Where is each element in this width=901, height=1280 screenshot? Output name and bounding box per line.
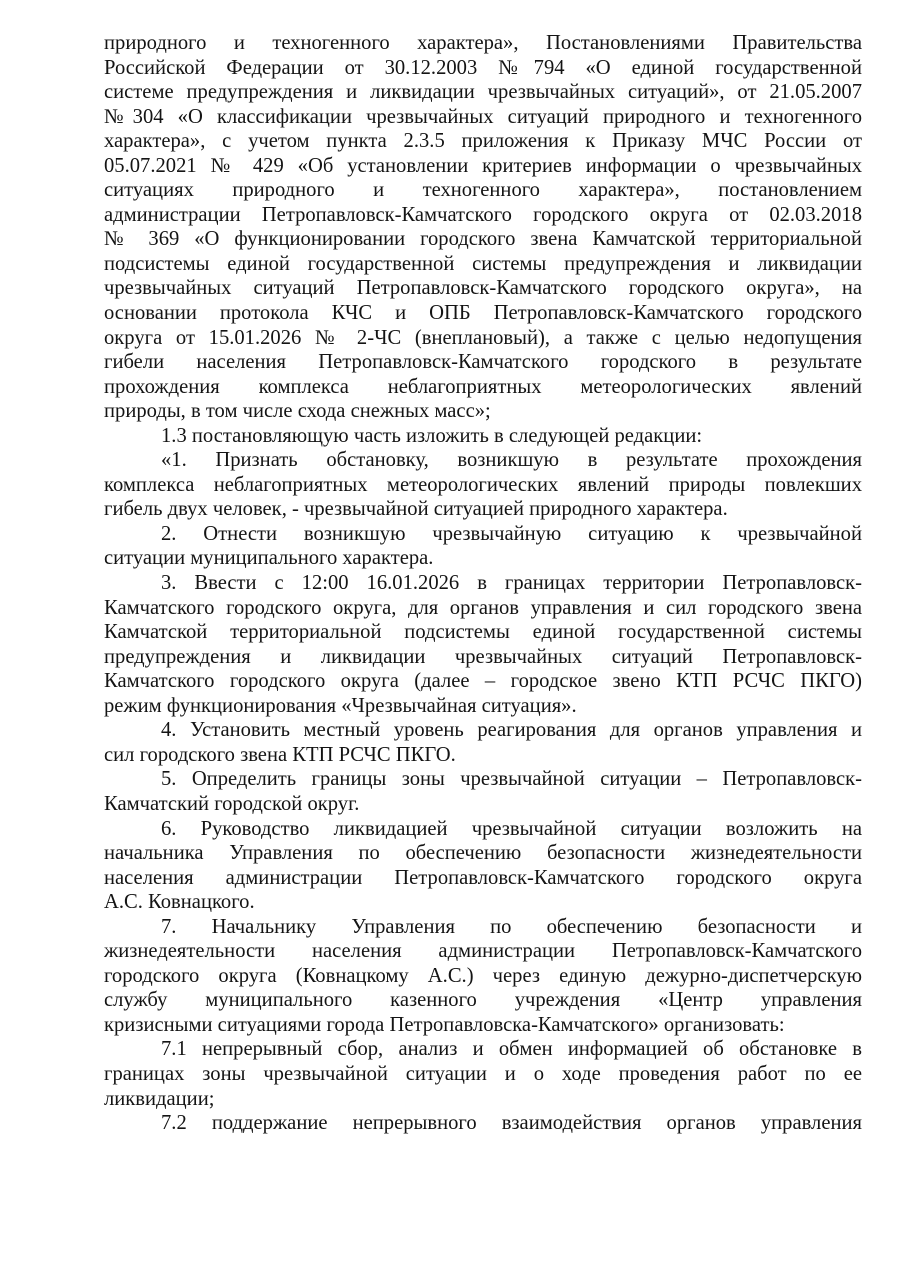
paragraph-point-7-2: [104, 1111, 862, 1136]
text-line: службу муниципального казенного учреждения «Центр управления: [104, 989, 862, 1012]
text-line: кризисными ситуациями города Петропавловска-Камчатского» организовать:: [104, 1013, 785, 1036]
text-line: границах зоны чрезвычайной ситуации и о ходе проведения работ по ее: [104, 1062, 862, 1085]
text-line: гибели населения Петропавловск-Камчатского городского в результате: [104, 351, 862, 374]
text-line: сил городского звена КТП РСЧС ПКГО.: [104, 743, 456, 766]
text-line: 6. Руководство ликвидацией чрезвычайной ситуации возложить на: [161, 817, 862, 840]
text-line: режим функционирования «Чрезвычайная ситуация».: [104, 694, 577, 717]
text-line: предупреждения и ликвидации чрезвычайных ситуаций Петропавловск-: [104, 645, 862, 668]
text-line: системе предупреждения и ликвидации чрезвычайных ситуаций», от 21.05.2007: [104, 81, 862, 104]
text-line: Камчатский городской округ.: [104, 792, 360, 815]
text-line: гибель двух человек, - чрезвычайной ситуацией природного характера.: [104, 498, 728, 521]
document-body: [104, 31, 862, 1136]
text-line: характера», с учетом пункта 2.3.5 приложения к Приказу МЧС России от: [104, 130, 862, 153]
paragraph-item-1-3: [104, 424, 862, 449]
paragraph-point-4: [104, 718, 862, 767]
text-line: 3. Ввести с 12:00 16.01.2026 в границах территории Петропавловск-: [161, 572, 862, 595]
text-line: ситуациях природного и техногенного характера», постановлением: [104, 179, 862, 202]
text-line: ликвидации;: [104, 1087, 215, 1110]
text-line: чрезвычайных ситуаций Петропавловск-Камчатского городского округа», на: [104, 277, 862, 300]
text-line: начальника Управления по обеспечению безопасности жизнедеятельности: [104, 842, 862, 865]
text-line: 7.2 поддержание непрерывного взаимодействия органов управления: [161, 1112, 862, 1135]
text-line: 7.1 непрерывный сбор, анализ и обмен информацией об обстановке в: [161, 1038, 862, 1061]
text-line: комплекса неблагоприятных метеорологических явлений природы повлекших: [104, 473, 862, 496]
paragraph-preamble: [104, 31, 862, 424]
paragraph-point-1: [104, 448, 862, 522]
paragraph-point-7-1: [104, 1037, 862, 1111]
text-line: № 369 «О функционировании городского звена Камчатской территориальной: [104, 228, 862, 251]
paragraph-point-3: [104, 571, 862, 718]
text-line: природы, в том числе схода снежных масс»;: [104, 400, 491, 423]
text-line: 1.3 постановляющую часть изложить в следующей редакции:: [161, 424, 703, 447]
text-line: городского округа (Ковнацкому А.С.) через единую дежурно-диспетчерскую: [104, 964, 862, 987]
text-line: подсистемы единой государственной системы предупреждения и ликвидации: [104, 252, 862, 275]
text-line: прохождения комплекса неблагоприятных метеорологических явлений: [104, 375, 862, 398]
text-line: 05.07.2021 № 429 «Об установлении критериев информации о чрезвычайных: [104, 154, 862, 177]
text-line: жизнедеятельности населения администрации Петропавловск-Камчатского: [104, 940, 862, 963]
paragraph-point-5: [104, 767, 862, 816]
text-line: Камчатской территориальной подсистемы единой государственной системы: [104, 621, 862, 644]
text-line: ситуации муниципального характера.: [104, 547, 434, 570]
text-line: администрации Петропавловск-Камчатского городского округа от 02.03.2018: [104, 203, 862, 226]
paragraph-point-2: [104, 522, 862, 571]
text-line: 2. Отнести возникшую чрезвычайную ситуацию к чрезвычайной: [161, 522, 862, 545]
text-line: А.С. Ковнацкого.: [104, 891, 255, 914]
text-line: 4. Установить местный уровень реагирования для органов управления и: [161, 719, 862, 742]
text-line: основании протокола КЧС и ОПБ Петропавловск-Камчатского городского: [104, 302, 862, 325]
paragraph-point-6: [104, 817, 862, 915]
text-line: Камчатского городского округа, для органов управления и сил городского звена: [104, 596, 862, 619]
text-line: Камчатского городского округа (далее – городское звено КТП РСЧС ПКГО): [104, 670, 862, 693]
text-line: 5. Определить границы зоны чрезвычайной ситуации – Петропавловск-: [161, 768, 862, 791]
text-line: Российской Федерации от 30.12.2003 №794 «О единой государственной: [104, 56, 862, 79]
paragraph-point-7: [104, 915, 862, 1038]
text-line: природного и техногенного характера», Постановлениями Правительства: [104, 32, 862, 54]
text-line: 7. Начальнику Управления по обеспечению безопасности и: [161, 915, 862, 938]
text-line: №304 «О классификации чрезвычайных ситуаций природного и техногенного: [104, 105, 862, 128]
text-line: «1. Признать обстановку, возникшую в результате прохождения: [161, 449, 862, 472]
text-line: населения администрации Петропавловск-Камчатского городского округа: [104, 866, 862, 889]
text-line: округа от 15.01.2026 № 2-ЧС (внеплановый), а также с целью недопущения: [104, 326, 862, 349]
